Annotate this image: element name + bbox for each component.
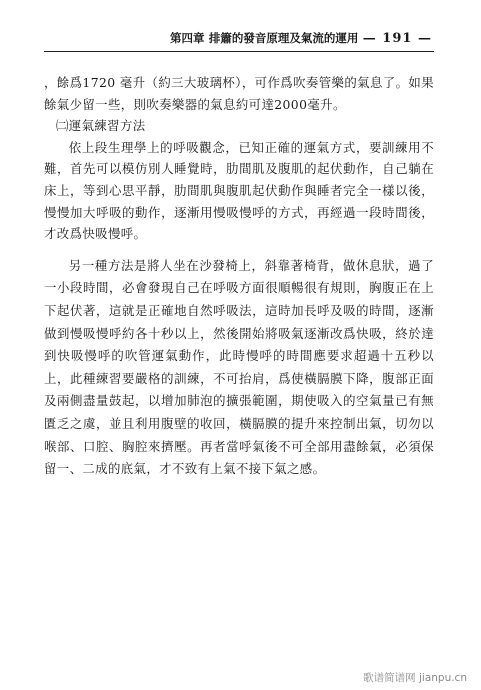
intro-paragraph: ，餘爲1720 毫升（約三大玻璃杯），可作爲吹奏管樂的氣息了。如果餘氣少留一些，則吹奏樂器的氣息約可達2000毫升。 [44, 75, 434, 112]
page-number: — 191 — [362, 31, 432, 46]
header-rule [44, 51, 434, 52]
page-body [44, 72, 434, 481]
chapter-label: 第四章 [170, 31, 205, 45]
section-heading: ㈡運氣練習方法 [56, 118, 146, 134]
site-watermark: 歌谱简谱网 jianpu.cn [363, 672, 467, 684]
section-title: 排簫的發音原理及氣流的運用 [208, 31, 359, 45]
paragraph-2: 另一種方法是將人坐在沙發椅上，斜靠著椅背，做休息狀，過了一小段時間，必會發現自己在呼吸方面很順暢很有規則，胸腹正在上下起伏著，這就是正確地自然呼吸法，這時加長呼及吸的時間，逐漸做到慢吸慢呼約各十秒以上，然後開始將吸氣逐漸改爲快吸，終於達到快吸慢呼的吹管運氣動作，此時慢呼的時間應要求超過十五秒以上，此種練習要嚴格的訓練，不可抬肩，爲使橫膈膜下降，腹部正面及兩側盡量鼓起，以增加肺泡的擴張範圍，期使吸入的空氣量已有無匱乏之虞，並且利用腹壁的收回，橫膈膜的提升來控制出氣，切勿以喉部、口腔、胸腔來擠壓。再者當呼氣後不可全部用盡餘氣，必須保留一、二成的底氣，才不致有上氣不接下氣之感。 [44, 257, 434, 477]
running-header [170, 28, 432, 46]
paragraph-1: 依上段生理學上的呼吸觀念，已知正確的運氣方式，要訓練用不難，首先可以模仿別人睡覺時，肋間肌及腹肌的起伏動作，自己躺在床上，等到心思平靜，肋間肌與腹肌起伏動作與睡者完全一樣以後，慢慢加大呼吸的動作，逐漸用慢吸慢呼的方式，再經過一段時間後，才改爲快吸慢呼。 [44, 139, 434, 242]
